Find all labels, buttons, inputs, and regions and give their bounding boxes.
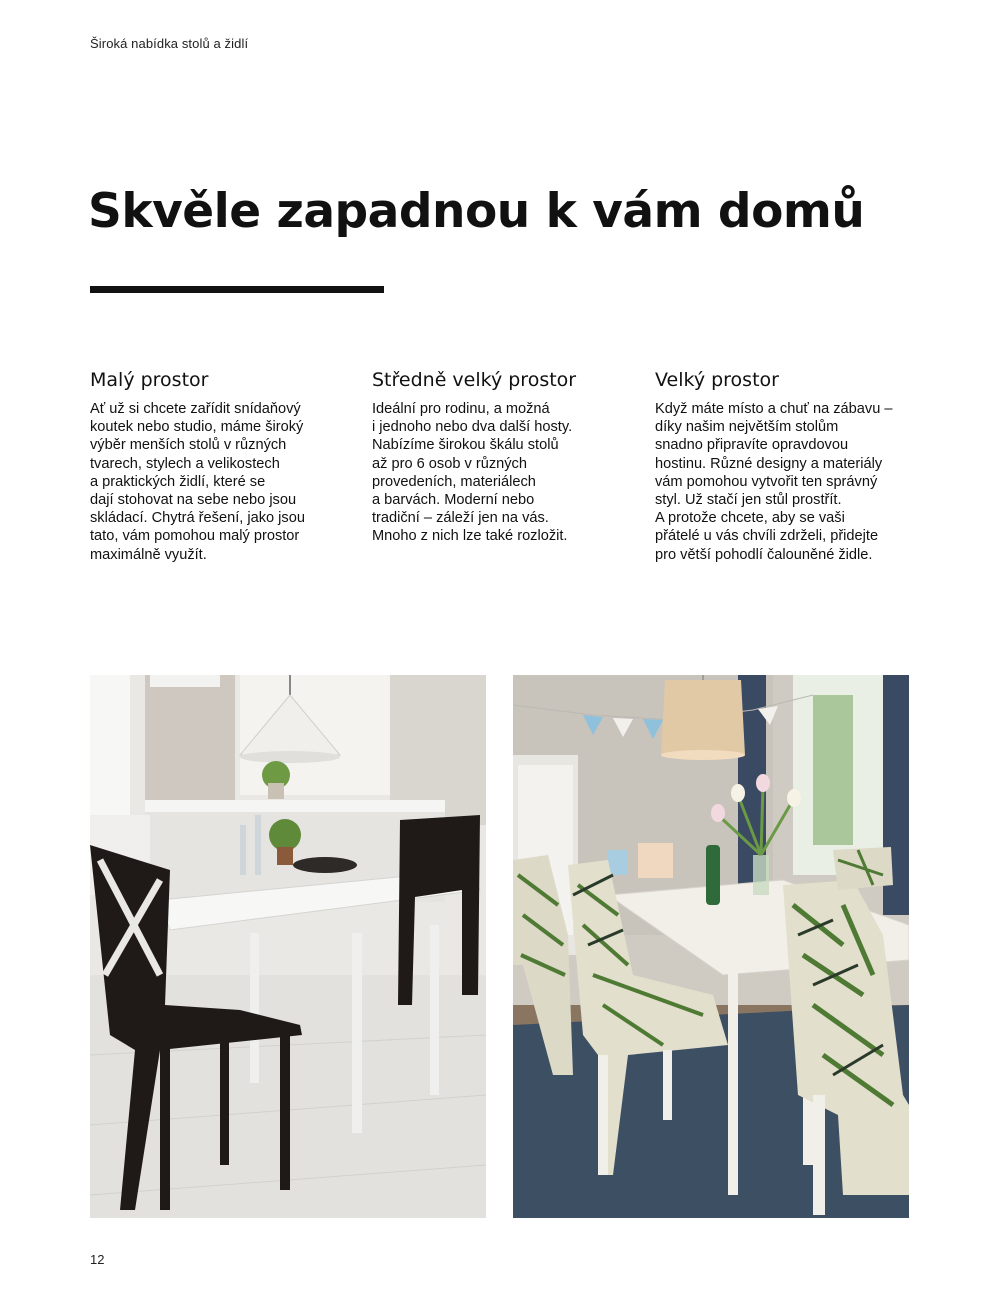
- photo-dining-room: [513, 675, 909, 1218]
- title-underline: [90, 286, 384, 293]
- column-large-space: [655, 369, 915, 564]
- column-heading: Středně velký prostor: [372, 369, 577, 391]
- column-heading: Velký prostor: [655, 369, 779, 391]
- column-body: Ať už si chcete zařídit snídaňový koutek nebo studio, máme široký výběr menších stolů v různých tvarech, stylech a velikostech a praktických židlí, které se dají stohovat na sebe nebo jsou skládací. Chytrá řešení, jako jsou tato, vám pomohou malý prostor maximálně využít.: [90, 401, 305, 563]
- kitchen-scene-illustration: [90, 675, 486, 1218]
- dining-scene-illustration: [513, 675, 909, 1218]
- column-body: Ideální pro rodinu, a možná i jednoho nebo dva další hosty. Nabízíme širokou škálu stolů až pro 6 osob v různých provedeních, materiálech a barvách. Moderní nebo tradiční – záleží jen na vás. Mnoho z nich lze také rozložit.: [372, 401, 573, 545]
- column-small-space: [90, 369, 340, 564]
- page-number: 12: [90, 1252, 105, 1267]
- column-heading: Malý prostor: [90, 369, 209, 391]
- column-body: Když máte místo a chuť na zábavu – díky našim největším stolům snadno připravíte opravdovou hostinu. Různé designy a materiály vám pomohou vytvořit ten správný styl. Už stačí jen stůl prostřít. A protože chcete, aby se vaši přátelé u vás chvíli zdrželi, přidejte pro větší pohodlí čalouněné židle.: [655, 401, 893, 563]
- page-title: Skvěle zapadnou k vám domů: [88, 184, 865, 239]
- column-medium-space: [372, 369, 622, 546]
- running-head: Široká nabídka stolů a židlí: [90, 36, 249, 51]
- photo-kitchen-dining: [90, 675, 486, 1218]
